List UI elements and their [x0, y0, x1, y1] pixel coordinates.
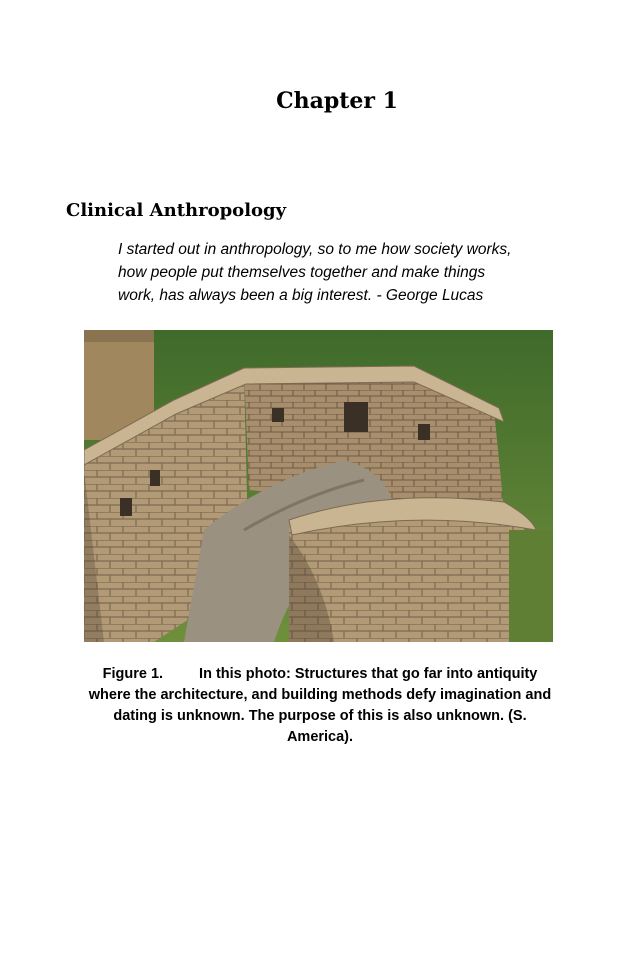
- epigraph-quote: [118, 238, 578, 307]
- stone-ruins-photo: [84, 330, 553, 642]
- caption-line: America).: [286, 729, 354, 745]
- quote-line: work, has always been a big interest. - George Lucas: [118, 287, 484, 304]
- section-heading: Clinical Anthropology: [66, 200, 287, 221]
- chapter-title: Chapter 1: [276, 88, 398, 114]
- caption-text: In this photo: Structures that go far into antiquity: [199, 666, 538, 682]
- figure-caption: [60, 664, 580, 748]
- quote-line: how people put themselves together and make things: [118, 264, 486, 281]
- caption-line: [60, 664, 580, 685]
- caption-line: where the architecture, and building methods defy imagination and: [88, 687, 552, 703]
- figure-label: Figure 1.: [102, 666, 164, 682]
- quote-line: I started out in anthropology, so to me how society works,: [118, 241, 512, 258]
- caption-line: dating is unknown. The purpose of this is also unknown. (S.: [113, 708, 527, 724]
